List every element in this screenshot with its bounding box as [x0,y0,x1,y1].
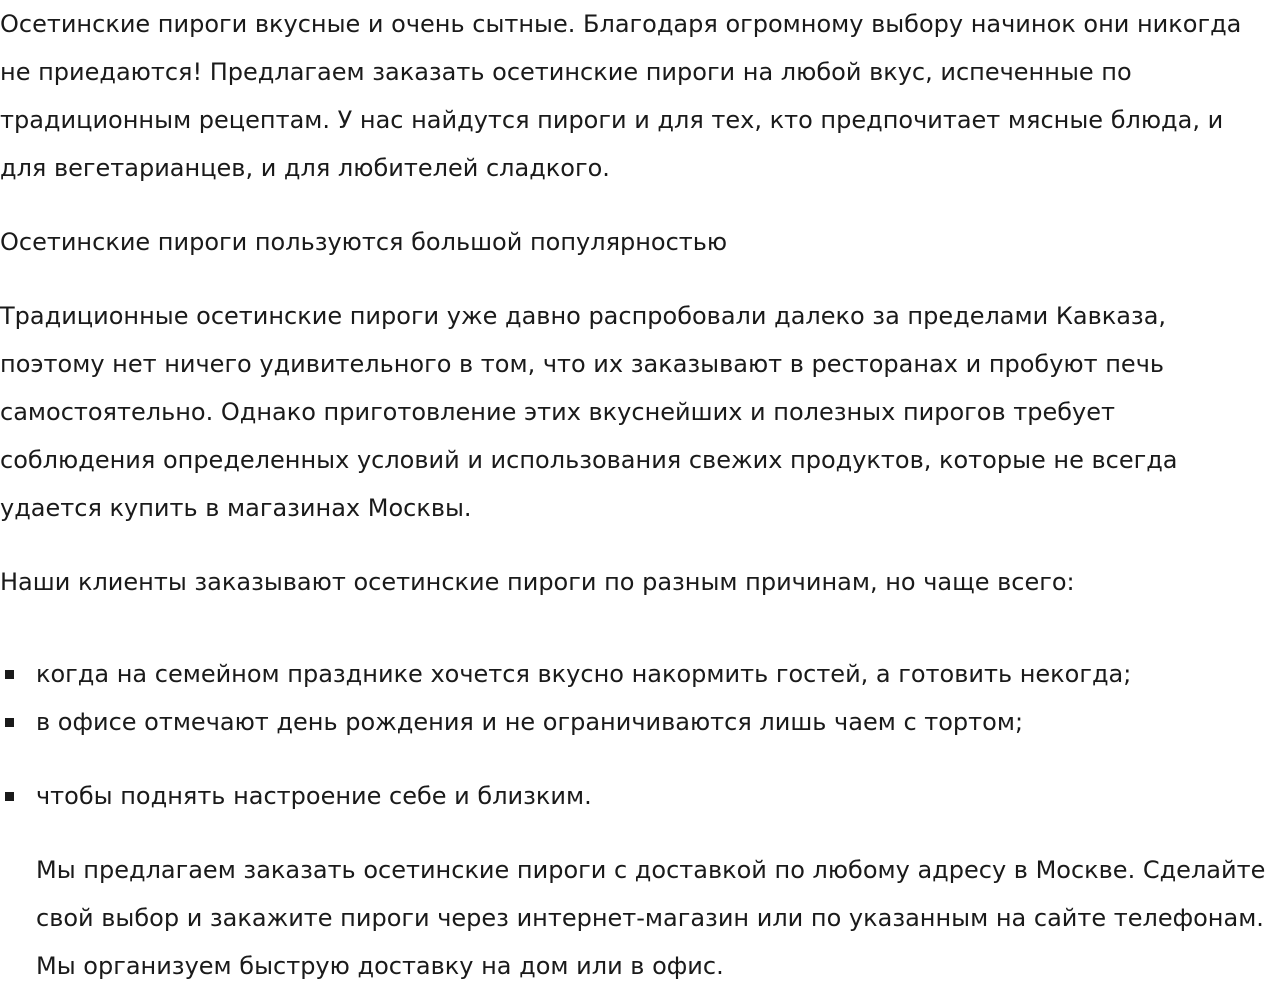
list-item [0,698,1270,746]
list-item-text: когда на семейном празднике хочется вкусно накормить гостей, а готовить некогда; [36,660,1132,688]
reasons-list [0,650,1270,820]
square-bullet-icon [5,718,14,727]
list-item [0,650,1270,698]
list-item-text: чтобы поднять настроение себе и близким. [36,782,592,810]
square-bullet-icon [5,670,14,679]
tradition-paragraph: Традиционные осетинские пироги уже давно распробовали далеко за пределами Кавказа, поэтому нет ничего удивительного в том, что их заказывают в ресторанах и пробуют печь самостоятельно. Однако приготовление этих вкуснейших и полезных пирогов требует соблюдения определенных условий и использования свежих продуктов, которые не всегда удается купить в магазинах Москвы. [0,302,1178,522]
list-item-text: в офисе отмечают день рождения и не ограничиваются лишь чаем с тортом; [36,708,1024,736]
reasons-intro-paragraph: Наши клиенты заказывают осетинские пироги по разным причинам, но чаще всего: [0,568,1075,596]
subheading-paragraph: Осетинские пироги пользуются большой популярностью [0,228,728,256]
closing-paragraph: Мы предлагаем заказать осетинские пироги с доставкой по любому адресу в Москве. Сделайте свой выбор и закажите пироги через интернет-магазин или по указанным на сайте телефонам. Мы организуем быструю доставку на дом или в офис. [36,856,1266,980]
square-bullet-icon [5,792,14,801]
list-item [0,772,1270,820]
intro-paragraph: Осетинские пироги вкусные и очень сытные. Благодаря огромному выбору начинок они никогда не приедаются! Предлагаем заказать осетинские пироги на любой вкус, испеченные по традиционным рецептам. У нас найдутся пироги и для тех, кто предпочитает мясные блюда, и для вегетарианцев, и для любителей сладкого. [0,10,1242,182]
